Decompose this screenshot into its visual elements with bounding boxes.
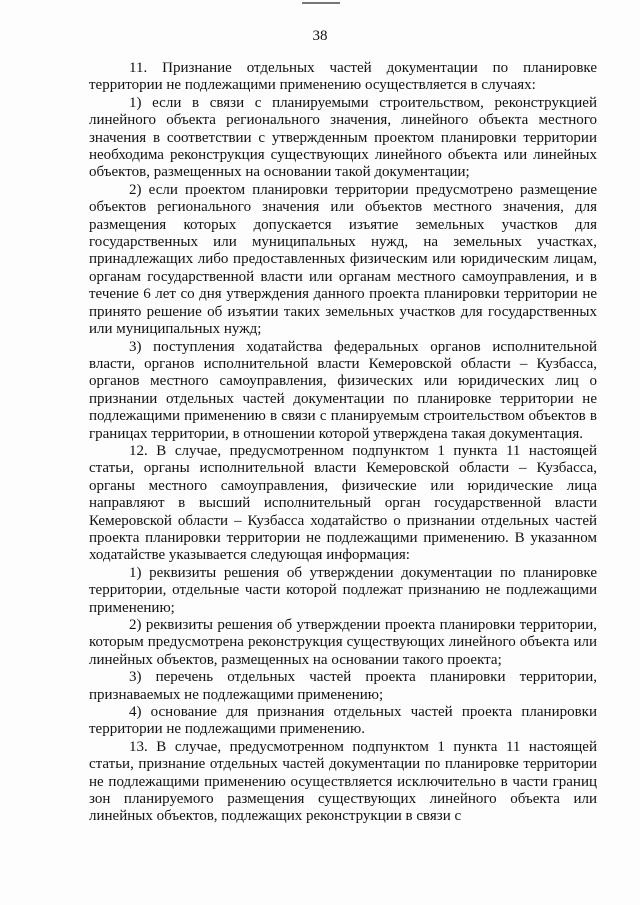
page-number: 38	[312, 28, 328, 44]
paragraph-12-item-2: 2) реквизиты решения об утверждении проекта планировки территории, которым предусмотрена реконструкция существующих линейного объекта или линейных объектов, размещенных на основании такого проекта;	[89, 617, 597, 668]
paragraph-13: 13. В случае, предусмотренном подпунктом 1 пункта 11 настоящей статьи, признание отдельных частей документации по планировке территории не подлежащими применению осуществляется исключительно в части границ зон планируемого размещения существующих линейного объекта или линейных объектов, подлежащих реконструкции в связи с	[89, 738, 597, 825]
paragraph-12: 12. В случае, предусмотренном подпунктом 1 пункта 11 настоящей статьи, органы исполнительной власти Кемеровской области – Кузбасса, органы местного самоуправления, физические или юридические лица направляют в высший исполнительный орган государственной власти Кемеровской области – Кузбасса ходатайство о признании отдельных частей проекта планировки территории не подлежащими применению. В указанном ходатайстве указывается следующая информация:	[89, 442, 597, 564]
paragraph-11-item-3: 3) поступления ходатайства федеральных органов исполнительной власти, органов исполнительной власти Кемеровской области – Кузбасса, органов местного самоуправления, физических или юридических лиц о признании отдельных частей документации по планировке территории не подлежащими применению в связи с планируемым строительством объектов в границах территории, в отношении которой утверждена такая документация.	[89, 338, 597, 442]
top-edge-mark	[302, 2, 340, 4]
paragraph-12-item-1: 1) реквизиты решения об утверждении документации по планировке территории, отдельные части которой подлежат признанию не подлежащими применению;	[89, 564, 597, 616]
paragraph-11-item-2: 2) если проектом планировки территории предусмотрено размещение объектов регионального значения или объектов местного значения, для размещения которых допускается изъятие земельных участков для государственных или муниципальных нужд, на земельных участках, принадлежащих либо предоставленных физическим или юридическим лицам, органам государственной власти или органам местного самоуправления, и в течение 6 лет со дня утверждения данного проекта планировки территории не принято решение об изъятии таких земельных участков для государственных или муниципальных нужд;	[89, 181, 597, 338]
paragraph-12-item-3: 3) перечень отдельных частей проекта планировки территории, признаваемых не подлежащими применению;	[89, 669, 597, 703]
document-body	[89, 60, 597, 826]
paragraph-12-item-4: 4) основание для признания отдельных частей проекта планировки территории не подлежащими применению.	[89, 704, 597, 738]
paragraph-11-item-1: 1) если в связи с планируемыми строительством, реконструкцией линейного объекта регионального значения, линейного объекта местного значения в соответствии с утвержденным проектом планировки территории необходима реконструкция существующих линейного объекта или линейных объектов, размещенных на основании такой документации;	[89, 94, 597, 181]
paragraph-11: 11. Признание отдельных частей документации по планировке территории не подлежащими применению осуществляется в случаях:	[89, 60, 597, 94]
